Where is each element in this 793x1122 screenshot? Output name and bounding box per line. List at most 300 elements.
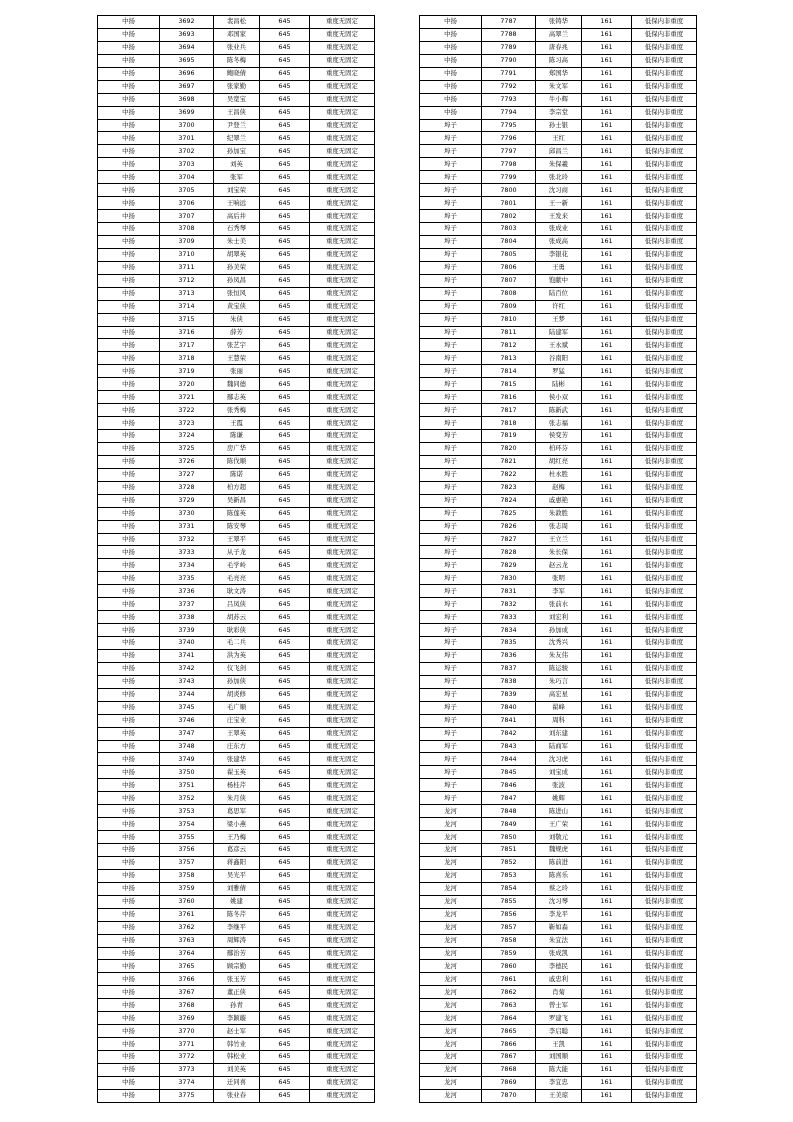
category-cell: 低保内非重度 (632, 973, 697, 986)
category-cell: 低保内非重度 (632, 41, 697, 54)
category-cell: 重度无固定 (310, 507, 375, 520)
amount-cell: 645 (260, 468, 310, 481)
town-cell: 中扬 (98, 637, 160, 650)
serial-number-cell: 3730 (160, 507, 214, 520)
serial-number-cell: 3737 (160, 598, 214, 611)
category-cell: 重度无固定 (310, 546, 375, 559)
category-cell: 低保内非重度 (632, 93, 697, 106)
category-cell: 重度无固定 (310, 261, 375, 274)
name-cell: 葛彦云 (214, 844, 260, 857)
table-row (98, 844, 375, 857)
table-row (420, 481, 697, 494)
category-cell: 重度无固定 (310, 637, 375, 650)
table-row (98, 869, 375, 882)
amount-cell: 645 (260, 908, 310, 921)
category-cell: 低保内非重度 (632, 80, 697, 93)
table-row (420, 546, 697, 559)
category-cell: 低保内非重度 (632, 844, 697, 857)
table-row (420, 675, 697, 688)
amount-cell: 161 (582, 41, 632, 54)
serial-number-cell: 7860 (482, 960, 536, 973)
serial-number-cell: 7805 (482, 248, 536, 261)
category-cell: 低保内非重度 (632, 740, 697, 753)
amount-cell: 645 (260, 54, 310, 67)
table-row (420, 28, 697, 41)
category-cell: 低保内非重度 (632, 1089, 697, 1102)
amount-cell: 161 (582, 1012, 632, 1025)
town-cell: 埠子 (420, 171, 482, 184)
category-cell: 低保内非重度 (632, 365, 697, 378)
town-cell: 埠子 (420, 352, 482, 365)
town-cell: 中扬 (98, 960, 160, 973)
serial-number-cell: 3752 (160, 792, 214, 805)
amount-cell: 645 (260, 404, 310, 417)
amount-cell: 161 (582, 533, 632, 546)
serial-number-cell: 3762 (160, 921, 214, 934)
name-cell: 靳如森 (536, 921, 582, 934)
amount-cell: 161 (582, 973, 632, 986)
amount-cell: 161 (582, 727, 632, 740)
category-cell: 重度无固定 (310, 533, 375, 546)
town-cell: 中扬 (98, 106, 160, 119)
town-cell: 中扬 (420, 93, 482, 106)
town-cell: 中扬 (98, 1051, 160, 1064)
table-row (420, 1012, 697, 1025)
amount-cell: 161 (582, 882, 632, 895)
table-row (98, 404, 375, 417)
table-row (98, 533, 375, 546)
amount-cell: 161 (582, 197, 632, 210)
category-cell: 低保内非重度 (632, 235, 697, 248)
serial-number-cell: 3709 (160, 235, 214, 248)
category-cell: 低保内非重度 (632, 637, 697, 650)
serial-number-cell: 3761 (160, 908, 214, 921)
amount-cell: 161 (582, 546, 632, 559)
town-cell: 中扬 (98, 158, 160, 171)
table-row (420, 132, 697, 145)
table-row (98, 287, 375, 300)
category-cell: 重度无固定 (310, 856, 375, 869)
serial-number-cell: 7811 (482, 326, 536, 339)
table-row (420, 779, 697, 792)
table-row (98, 106, 375, 119)
town-cell: 埠子 (420, 313, 482, 326)
name-cell: 张前水 (536, 598, 582, 611)
table-row (98, 481, 375, 494)
category-cell: 重度无固定 (310, 779, 375, 792)
town-cell: 埠子 (420, 598, 482, 611)
category-cell: 低保内非重度 (632, 119, 697, 132)
name-cell: 陈莲英 (214, 507, 260, 520)
serial-number-cell: 3763 (160, 934, 214, 947)
name-cell: 李颖璇 (214, 1012, 260, 1025)
serial-number-cell: 3746 (160, 714, 214, 727)
category-cell: 低保内非重度 (632, 184, 697, 197)
serial-number-cell: 3717 (160, 339, 214, 352)
town-cell: 埠子 (420, 235, 482, 248)
table-row (98, 895, 375, 908)
category-cell: 重度无固定 (310, 753, 375, 766)
amount-cell: 161 (582, 1025, 632, 1038)
amount-cell: 161 (582, 210, 632, 223)
serial-number-cell: 7817 (482, 404, 536, 417)
table-row (98, 378, 375, 391)
category-cell: 重度无固定 (310, 688, 375, 701)
town-cell: 埠子 (420, 559, 482, 572)
amount-cell: 645 (260, 287, 310, 300)
serial-number-cell: 3756 (160, 844, 214, 857)
amount-cell: 161 (582, 818, 632, 831)
amount-cell: 161 (582, 572, 632, 585)
town-cell: 中扬 (98, 520, 160, 533)
amount-cell: 161 (582, 921, 632, 934)
table-row (420, 455, 697, 468)
table-row (98, 856, 375, 869)
category-cell: 重度无固定 (310, 818, 375, 831)
table-row (98, 41, 375, 54)
category-cell: 重度无固定 (310, 300, 375, 313)
serial-number-cell: 7849 (482, 818, 536, 831)
table-row (420, 1063, 697, 1076)
amount-cell: 645 (260, 313, 310, 326)
table-row (98, 313, 375, 326)
serial-number-cell: 3769 (160, 1012, 214, 1025)
name-cell: 顾宗勤 (214, 960, 260, 973)
town-cell: 龙河 (420, 1038, 482, 1051)
table-row (98, 223, 375, 236)
table-row (420, 934, 697, 947)
table-row (98, 507, 375, 520)
table-row (98, 585, 375, 598)
serial-number-cell: 7828 (482, 546, 536, 559)
name-cell: 王翠英 (214, 727, 260, 740)
amount-cell: 645 (260, 261, 310, 274)
town-cell: 中扬 (98, 404, 160, 417)
name-cell: 陆商军 (536, 740, 582, 753)
name-cell: 韩松业 (214, 1051, 260, 1064)
name-cell: 王广荣 (536, 818, 582, 831)
table-row (420, 973, 697, 986)
category-cell: 重度无固定 (310, 934, 375, 947)
town-cell: 中扬 (98, 805, 160, 818)
serial-number-cell: 7797 (482, 145, 536, 158)
town-cell: 中扬 (98, 818, 160, 831)
category-cell: 低保内非重度 (632, 417, 697, 430)
serial-number-cell: 7870 (482, 1089, 536, 1102)
category-cell: 重度无固定 (310, 352, 375, 365)
amount-cell: 161 (582, 740, 632, 753)
amount-cell: 161 (582, 934, 632, 947)
table-row (420, 895, 697, 908)
category-cell: 重度无固定 (310, 132, 375, 145)
amount-cell: 645 (260, 158, 310, 171)
category-cell: 重度无固定 (310, 869, 375, 882)
serial-number-cell: 7834 (482, 624, 536, 637)
serial-number-cell: 7823 (482, 481, 536, 494)
serial-number-cell: 7847 (482, 792, 536, 805)
town-cell: 中扬 (420, 106, 482, 119)
table-row (98, 637, 375, 650)
serial-number-cell: 7819 (482, 430, 536, 443)
category-cell: 低保内非重度 (632, 481, 697, 494)
table-row (98, 882, 375, 895)
amount-cell: 161 (582, 430, 632, 443)
name-cell: 尹登兰 (214, 119, 260, 132)
name-cell: 陈冬芹 (214, 908, 260, 921)
serial-number-cell: 7840 (482, 701, 536, 714)
category-cell: 重度无固定 (310, 792, 375, 805)
table-row (420, 1025, 697, 1038)
amount-cell: 645 (260, 16, 310, 29)
town-cell: 中扬 (420, 67, 482, 80)
table-row (420, 54, 697, 67)
amount-cell: 645 (260, 1038, 310, 1051)
amount-cell: 645 (260, 598, 310, 611)
amount-cell: 161 (582, 624, 632, 637)
amount-cell: 161 (582, 895, 632, 908)
town-cell: 中扬 (98, 28, 160, 41)
town-cell: 埠子 (420, 145, 482, 158)
table-row (420, 106, 697, 119)
name-cell: 孙加宝 (214, 145, 260, 158)
category-cell: 低保内非重度 (632, 1012, 697, 1025)
table-row (98, 649, 375, 662)
table-row (420, 585, 697, 598)
category-cell: 重度无固定 (310, 895, 375, 908)
town-cell: 中扬 (98, 986, 160, 999)
town-cell: 龙河 (420, 908, 482, 921)
category-cell: 低保内非重度 (632, 391, 697, 404)
name-cell: 邱昌兰 (536, 145, 582, 158)
town-cell: 埠子 (420, 223, 482, 236)
table-row (98, 210, 375, 223)
town-cell: 埠子 (420, 675, 482, 688)
table-row (420, 533, 697, 546)
town-cell: 埠子 (420, 365, 482, 378)
table-row (98, 365, 375, 378)
table-row (98, 1089, 375, 1102)
amount-cell: 645 (260, 210, 310, 223)
category-cell: 低保内非重度 (632, 701, 697, 714)
category-cell: 重度无固定 (310, 1076, 375, 1089)
name-cell: 刘美英 (214, 1063, 260, 1076)
name-cell: 胡翠英 (214, 248, 260, 261)
town-cell: 龙河 (420, 973, 482, 986)
town-cell: 埠子 (420, 753, 482, 766)
name-cell: 邓国家 (214, 28, 260, 41)
town-cell: 中扬 (98, 649, 160, 662)
category-cell: 重度无固定 (310, 93, 375, 106)
amount-cell: 161 (582, 986, 632, 999)
left-table (97, 15, 375, 1103)
table-row (98, 753, 375, 766)
amount-cell: 645 (260, 947, 310, 960)
amount-cell: 161 (582, 248, 632, 261)
amount-cell: 161 (582, 391, 632, 404)
category-cell: 重度无固定 (310, 468, 375, 481)
name-cell: 张波 (536, 779, 582, 792)
amount-cell: 161 (582, 831, 632, 844)
town-cell: 龙河 (420, 934, 482, 947)
name-cell: 刘敬元 (536, 831, 582, 844)
name-cell: 魏同德 (214, 378, 260, 391)
category-cell: 低保内非重度 (632, 1051, 697, 1064)
serial-number-cell: 7850 (482, 831, 536, 844)
name-cell: 王红 (536, 132, 582, 145)
name-cell: 张玉芳 (214, 973, 260, 986)
table-row (420, 404, 697, 417)
serial-number-cell: 7851 (482, 844, 536, 857)
table-row (98, 792, 375, 805)
amount-cell: 161 (582, 468, 632, 481)
table-row (98, 171, 375, 184)
serial-number-cell: 7807 (482, 274, 536, 287)
amount-cell: 161 (582, 1051, 632, 1064)
category-cell: 重度无固定 (310, 442, 375, 455)
amount-cell: 645 (260, 779, 310, 792)
category-cell: 重度无固定 (310, 16, 375, 29)
town-cell: 埠子 (420, 391, 482, 404)
town-cell: 龙河 (420, 1012, 482, 1025)
category-cell: 重度无固定 (310, 585, 375, 598)
serial-number-cell: 7846 (482, 779, 536, 792)
serial-number-cell: 3724 (160, 430, 214, 443)
town-cell: 中扬 (98, 80, 160, 93)
table-row (98, 559, 375, 572)
table-row (420, 468, 697, 481)
name-cell: 陈运骏 (536, 662, 582, 675)
table-row (420, 339, 697, 352)
amount-cell: 645 (260, 882, 310, 895)
name-cell: 刘东建 (536, 727, 582, 740)
town-cell: 中扬 (98, 365, 160, 378)
amount-cell: 161 (582, 559, 632, 572)
town-cell: 中扬 (98, 753, 160, 766)
name-cell: 李德民 (536, 960, 582, 973)
category-cell: 低保内非重度 (632, 339, 697, 352)
amount-cell: 645 (260, 805, 310, 818)
serial-number-cell: 3700 (160, 119, 214, 132)
name-cell: 李宜忠 (536, 1076, 582, 1089)
town-cell: 中扬 (98, 701, 160, 714)
category-cell: 重度无固定 (310, 287, 375, 300)
amount-cell: 161 (582, 339, 632, 352)
amount-cell: 161 (582, 494, 632, 507)
town-cell: 中扬 (98, 766, 160, 779)
table-row (420, 352, 697, 365)
amount-cell: 161 (582, 235, 632, 248)
town-cell: 龙河 (420, 921, 482, 934)
name-cell: 谷南阳 (536, 352, 582, 365)
category-cell: 低保内非重度 (632, 727, 697, 740)
amount-cell: 645 (260, 1076, 310, 1089)
category-cell: 低保内非重度 (632, 67, 697, 80)
serial-number-cell: 7818 (482, 417, 536, 430)
serial-number-cell: 7820 (482, 442, 536, 455)
category-cell: 低保内非重度 (632, 1038, 697, 1051)
town-cell: 埠子 (420, 494, 482, 507)
amount-cell: 645 (260, 649, 310, 662)
table-row (420, 688, 697, 701)
serial-number-cell: 3772 (160, 1051, 214, 1064)
serial-number-cell: 3765 (160, 960, 214, 973)
name-cell: 庄宝业 (214, 714, 260, 727)
serial-number-cell: 3740 (160, 637, 214, 650)
table-row (420, 261, 697, 274)
serial-number-cell: 3696 (160, 67, 214, 80)
amount-cell: 645 (260, 365, 310, 378)
table-row (420, 235, 697, 248)
amount-cell: 645 (260, 507, 310, 520)
amount-cell: 161 (582, 378, 632, 391)
category-cell: 低保内非重度 (632, 960, 697, 973)
name-cell: 孙凤昌 (214, 274, 260, 287)
name-cell: 李启聪 (536, 1025, 582, 1038)
town-cell: 中扬 (98, 326, 160, 339)
table-row (420, 287, 697, 300)
name-cell: 毛广顺 (214, 701, 260, 714)
name-cell: 王勇 (536, 261, 582, 274)
name-cell: 孙加成 (536, 624, 582, 637)
serial-number-cell: 3706 (160, 197, 214, 210)
category-cell: 低保内非重度 (632, 404, 697, 417)
table-row (420, 1038, 697, 1051)
amount-cell: 645 (260, 869, 310, 882)
serial-number-cell: 7863 (482, 999, 536, 1012)
table-row (420, 818, 697, 831)
category-cell: 重度无固定 (310, 727, 375, 740)
table-row (98, 1025, 375, 1038)
serial-number-cell: 7830 (482, 572, 536, 585)
town-cell: 埠子 (420, 611, 482, 624)
name-cell: 李宗堂 (536, 106, 582, 119)
amount-cell: 645 (260, 895, 310, 908)
amount-cell: 161 (582, 54, 632, 67)
table-row (98, 973, 375, 986)
name-cell: 张成业 (536, 223, 582, 236)
category-cell: 低保内非重度 (632, 132, 697, 145)
amount-cell: 161 (582, 649, 632, 662)
category-cell: 重度无固定 (310, 145, 375, 158)
category-cell: 重度无固定 (310, 999, 375, 1012)
amount-cell: 645 (260, 818, 310, 831)
serial-number-cell: 7789 (482, 41, 536, 54)
serial-number-cell: 7862 (482, 986, 536, 999)
amount-cell: 645 (260, 41, 310, 54)
serial-number-cell: 7859 (482, 947, 536, 960)
name-cell: 韩竹业 (214, 1038, 260, 1051)
amount-cell: 161 (582, 598, 632, 611)
name-cell: 王霞 (214, 417, 260, 430)
amount-cell: 161 (582, 637, 632, 650)
amount-cell: 161 (582, 67, 632, 80)
name-cell: 张秀梅 (214, 404, 260, 417)
serial-number-cell: 3770 (160, 1025, 214, 1038)
table-row (98, 261, 375, 274)
amount-cell: 161 (582, 869, 632, 882)
category-cell: 重度无固定 (310, 106, 375, 119)
name-cell: 毛二兵 (214, 637, 260, 650)
table-row (420, 649, 697, 662)
amount-cell: 161 (582, 455, 632, 468)
town-cell: 中扬 (98, 779, 160, 792)
name-cell: 王响远 (214, 197, 260, 210)
town-cell: 中扬 (98, 999, 160, 1012)
table-row (420, 197, 697, 210)
serial-number-cell: 3694 (160, 41, 214, 54)
name-cell: 陈冬梅 (214, 54, 260, 67)
category-cell: 重度无固定 (310, 947, 375, 960)
